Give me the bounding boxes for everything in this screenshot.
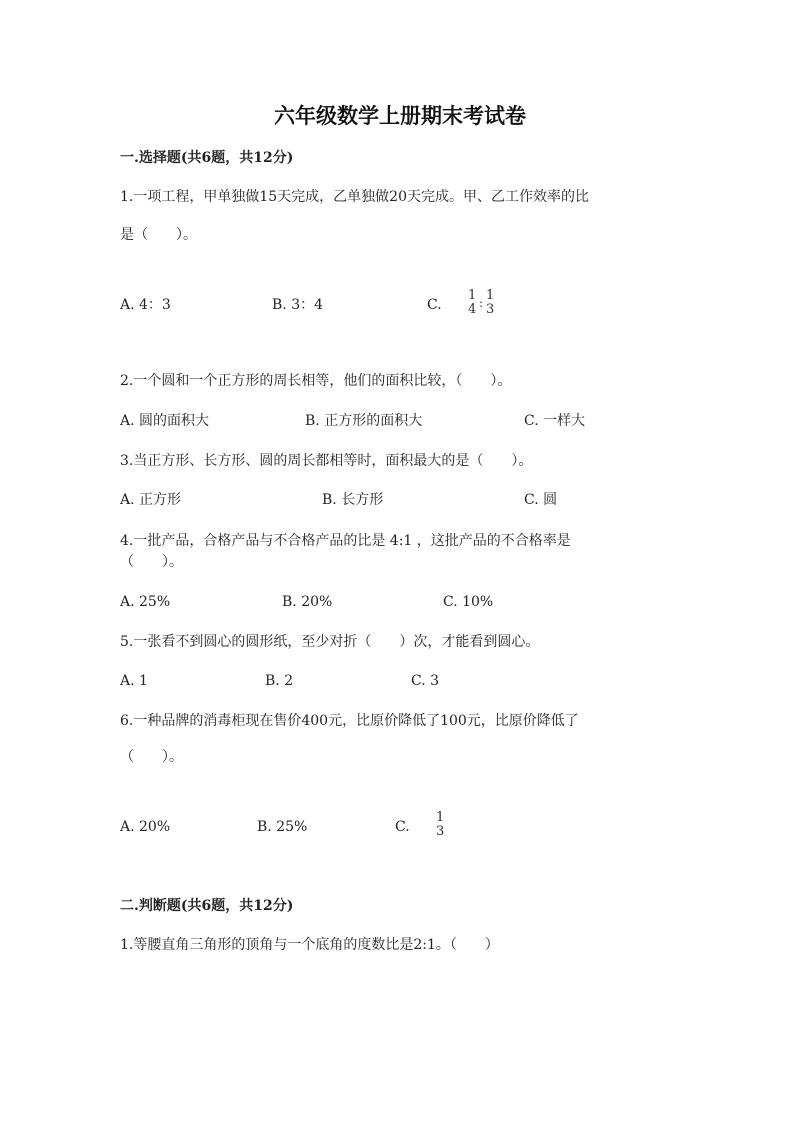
question-6-option-a[interactable]: A. 20% (120, 819, 171, 835)
judgment-question-1-text: 1.等腰直角三角形的顶角与一个底角的度数比是2:1。（ ） (120, 937, 499, 953)
page-title: 六年级数学上册期末考试卷 (274, 103, 526, 128)
fraction-numerator: 1 (436, 810, 445, 825)
question-1-option-c-fraction-1 (468, 289, 476, 317)
question-1-text-line1: 1.一项工程，甲单独做15天完成，乙单独做20天完成。甲、乙工作效率的比 (120, 189, 589, 205)
question-5-option-b[interactable]: B. 2 (265, 673, 294, 689)
fraction-numerator: 1 (468, 288, 477, 303)
section-heading-choice: 一.选择题(共6题，共12分) (120, 150, 294, 166)
question-3-option-b[interactable]: B. 长方形 (322, 492, 384, 508)
question-1-text-line2: 是（ ）。 (120, 227, 197, 243)
question-6-option-c-fraction (436, 811, 444, 839)
question-6-text-line2: （ ）。 (120, 749, 183, 765)
question-3-option-a[interactable]: A. 正方形 (120, 492, 182, 508)
question-1-option-b[interactable]: B. 3：4 (272, 297, 324, 313)
question-4-option-a[interactable]: A. 25% (120, 594, 171, 610)
question-2-text: 2.一个圆和一个正方形的周长相等，他们的面积比较，（ ）。 (120, 373, 512, 389)
question-2-option-b[interactable]: B. 正方形的面积大 (305, 413, 423, 429)
fraction-numerator: 1 (486, 288, 495, 303)
section-heading-judgment: 二.判断题(共6题，共12分) (120, 898, 294, 914)
question-1-option-a[interactable]: A. 4：3 (120, 297, 171, 313)
question-1-option-c-fraction-2 (486, 289, 494, 317)
fraction-denominator: 3 (486, 302, 495, 317)
question-3-option-c[interactable]: C. 圆 (524, 492, 558, 508)
question-6-option-c-label[interactable]: C. (395, 819, 410, 835)
question-4-text-line1: 4.一批产品，合格产品与不合格产品的比是 4:1 ，这批产品的不合格率是 (120, 533, 571, 549)
question-4-option-c[interactable]: C. 10% (443, 594, 494, 610)
question-5-text: 5.一张看不到圆心的圆形纸，至少对折（ ）次，才能看到圆心。 (120, 634, 540, 650)
question-4-text-line2: （ ）。 (120, 554, 183, 570)
fraction-denominator: 3 (436, 824, 445, 839)
question-3-text: 3.当正方形、长方形、圆的周长都相等时，面积最大的是（ ）。 (120, 453, 533, 469)
question-1-option-c-label[interactable]: C. (427, 297, 442, 313)
question-5-option-c[interactable]: C. 3 (411, 673, 440, 689)
question-4-option-b[interactable]: B. 20% (282, 594, 333, 610)
ratio-dot: : (479, 296, 484, 310)
question-2-option-a[interactable]: A. 圆的面积大 (120, 413, 210, 429)
question-6-option-b[interactable]: B. 25% (257, 819, 308, 835)
question-5-option-a[interactable]: A. 1 (120, 673, 148, 689)
question-6-text-line1: 6.一种品牌的消毒柜现在售价400元，比原价降低了100元，比原价降低了 (120, 713, 579, 729)
fraction-denominator: 4 (468, 302, 477, 317)
question-2-option-c[interactable]: C. 一样大 (524, 413, 586, 429)
